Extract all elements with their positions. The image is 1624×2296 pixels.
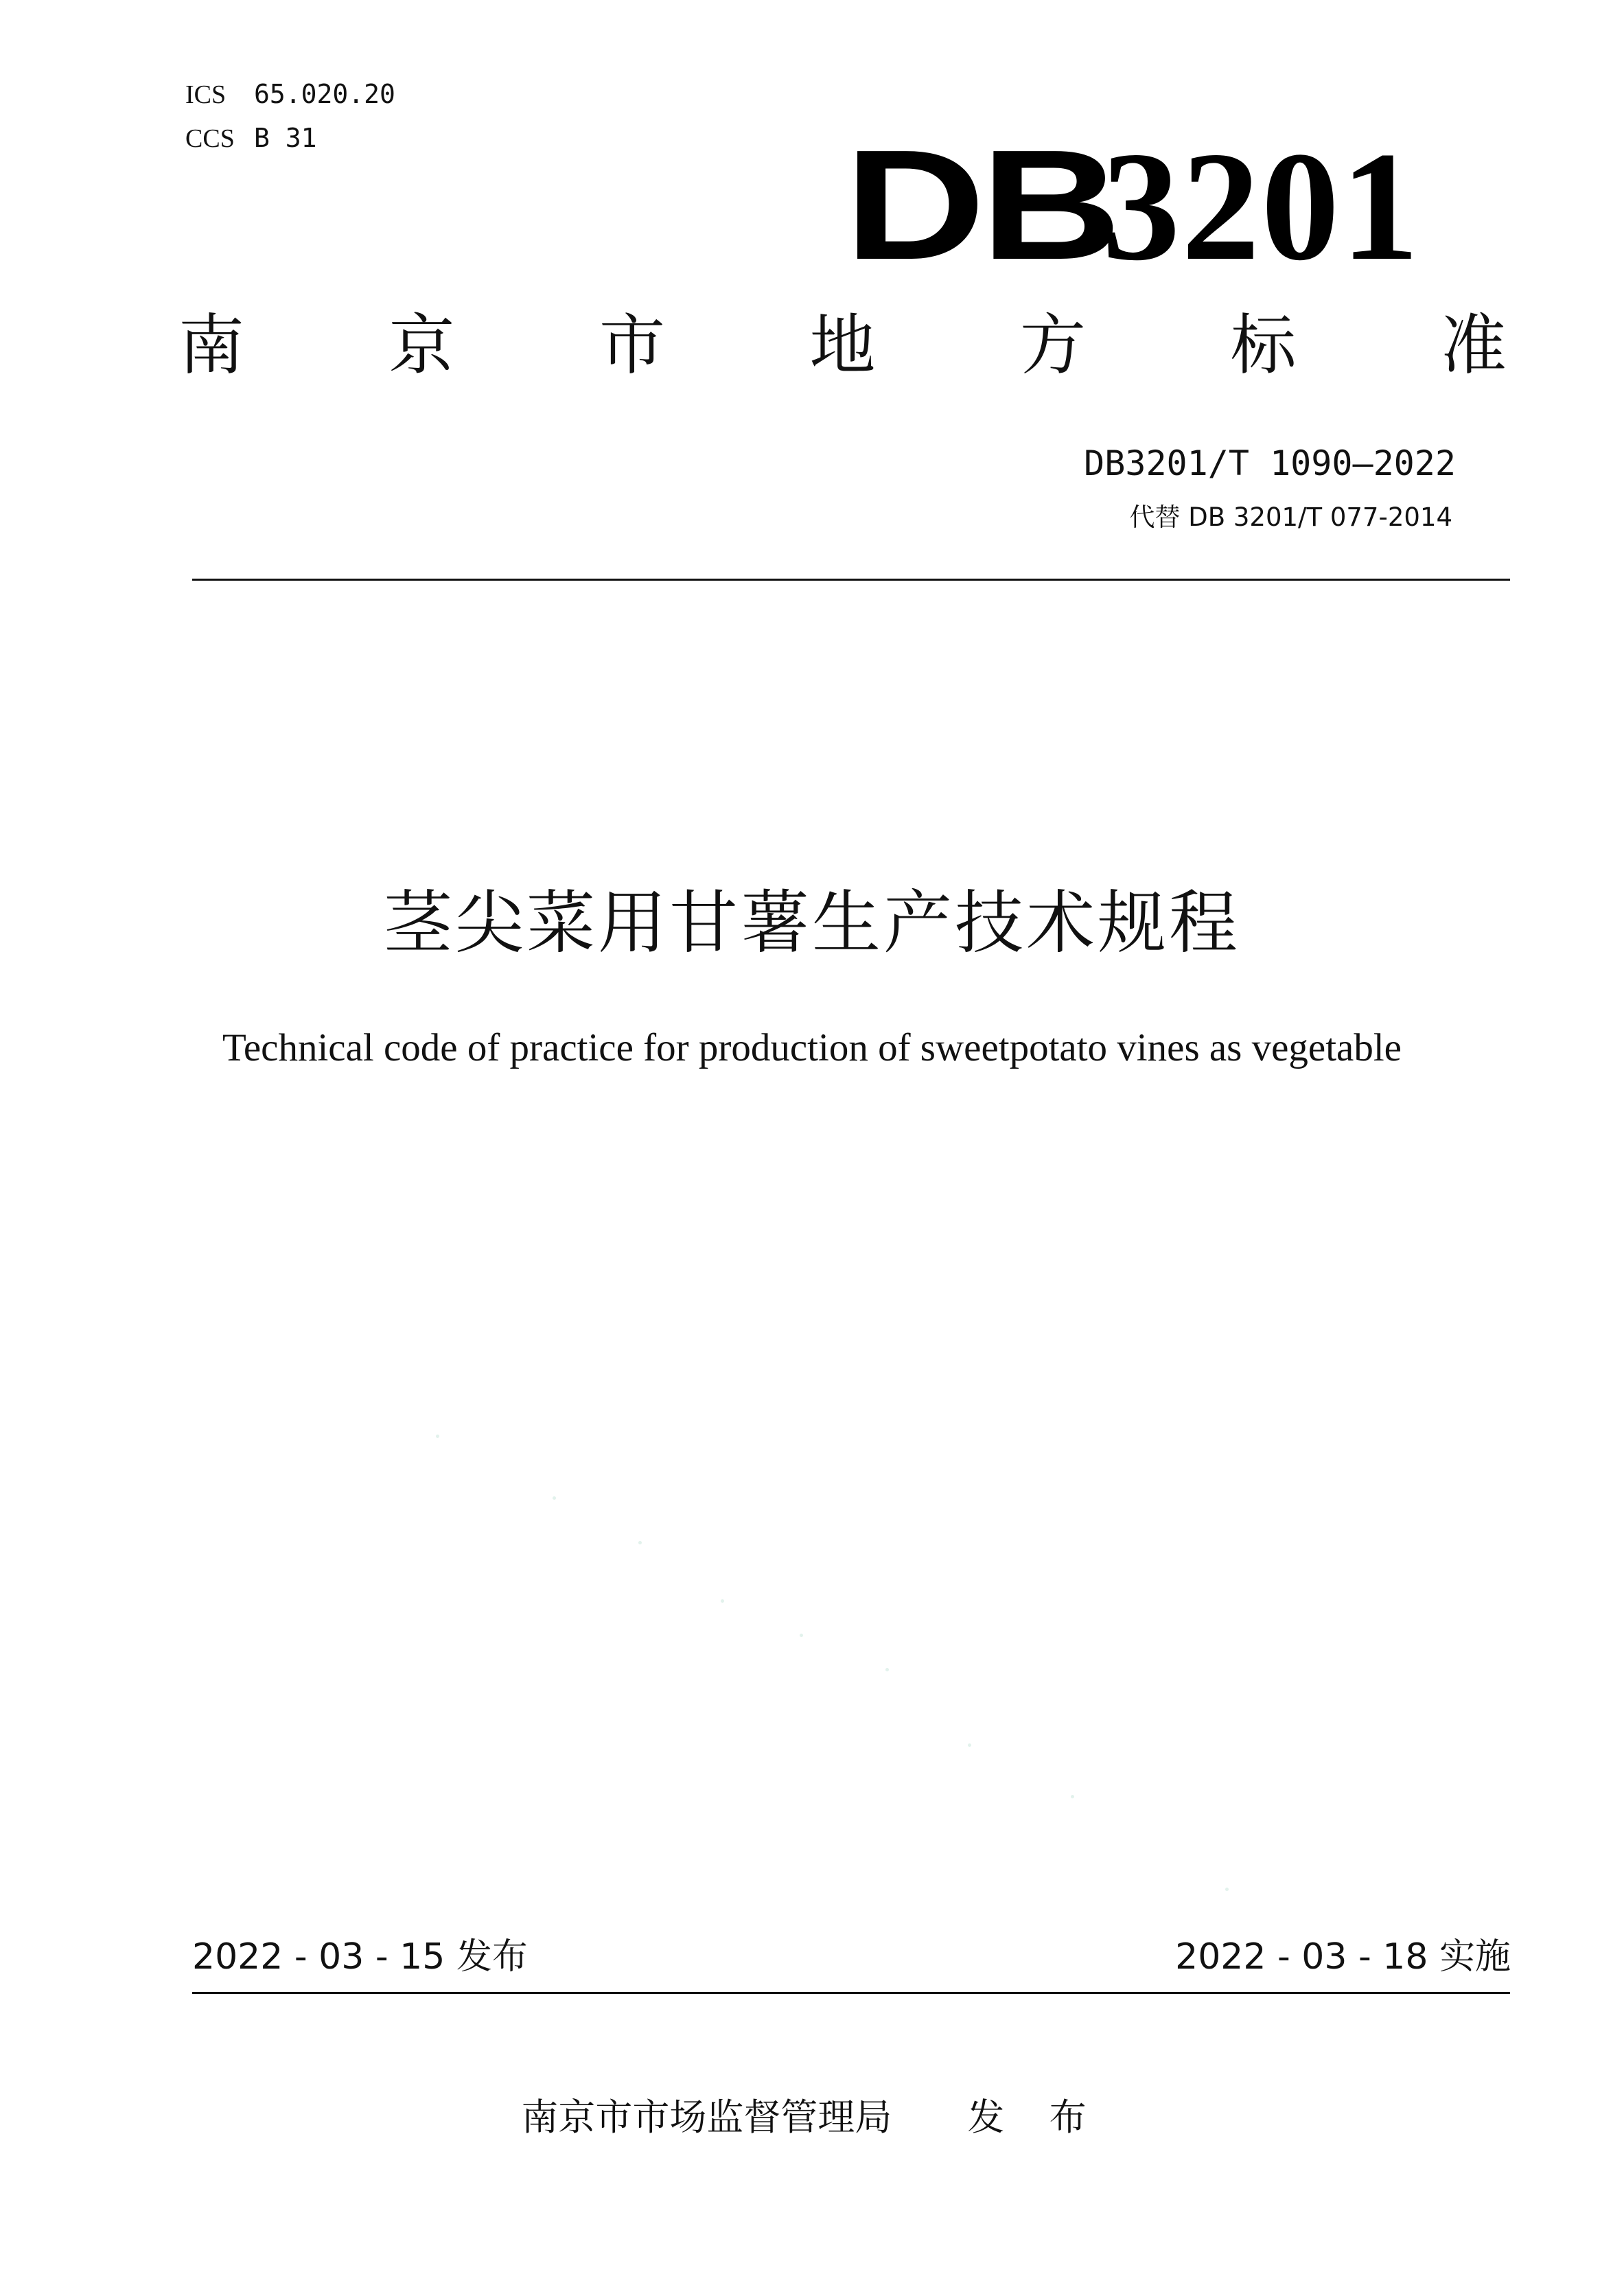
title-english: Technical code of practice for production of sweetpotato vines as vegetable xyxy=(222,1026,1402,1069)
replaces-standard: 代替 DB 3201/T 077-2014 xyxy=(1129,502,1452,532)
implementation-date: 2022 - 03 - 18 实施 xyxy=(1175,1936,1511,1978)
mark-prefix: DB xyxy=(844,118,1117,292)
footer-divider xyxy=(192,1992,1510,1994)
publisher-action: 发 布 xyxy=(967,2096,1103,2139)
standard-type-char: 市 xyxy=(599,307,665,384)
standard-type-char: 京 xyxy=(388,307,455,384)
publisher xyxy=(0,2096,1624,2139)
ccs-code: B 31 xyxy=(254,123,317,153)
ics-label: ICS xyxy=(185,80,227,109)
standard-type-char: 南 xyxy=(178,307,244,384)
standard-mark-logo xyxy=(844,118,1421,293)
publisher-name: 南京市市场监督管理局 xyxy=(521,2096,892,2139)
issue-date: 2022 - 03 - 15 发布 xyxy=(192,1936,528,1978)
header-divider xyxy=(192,579,1510,581)
ics-classification xyxy=(185,81,395,108)
standard-type-char: 标 xyxy=(1230,307,1297,384)
mark-number: 3201 xyxy=(1102,120,1421,293)
ccs-classification xyxy=(185,125,317,152)
standard-type-heading xyxy=(178,307,1507,384)
ccs-label: CCS xyxy=(185,124,235,153)
ics-code: 65.020.20 xyxy=(254,79,395,109)
standard-number: DB3201/T 1090—2022 xyxy=(1084,443,1456,483)
standard-type-char: 方 xyxy=(1020,307,1086,384)
standard-type-char: 准 xyxy=(1441,307,1507,384)
title-chinese: 茎尖菜用甘薯生产技术规程 xyxy=(384,883,1240,963)
standard-type-char: 地 xyxy=(809,307,876,384)
